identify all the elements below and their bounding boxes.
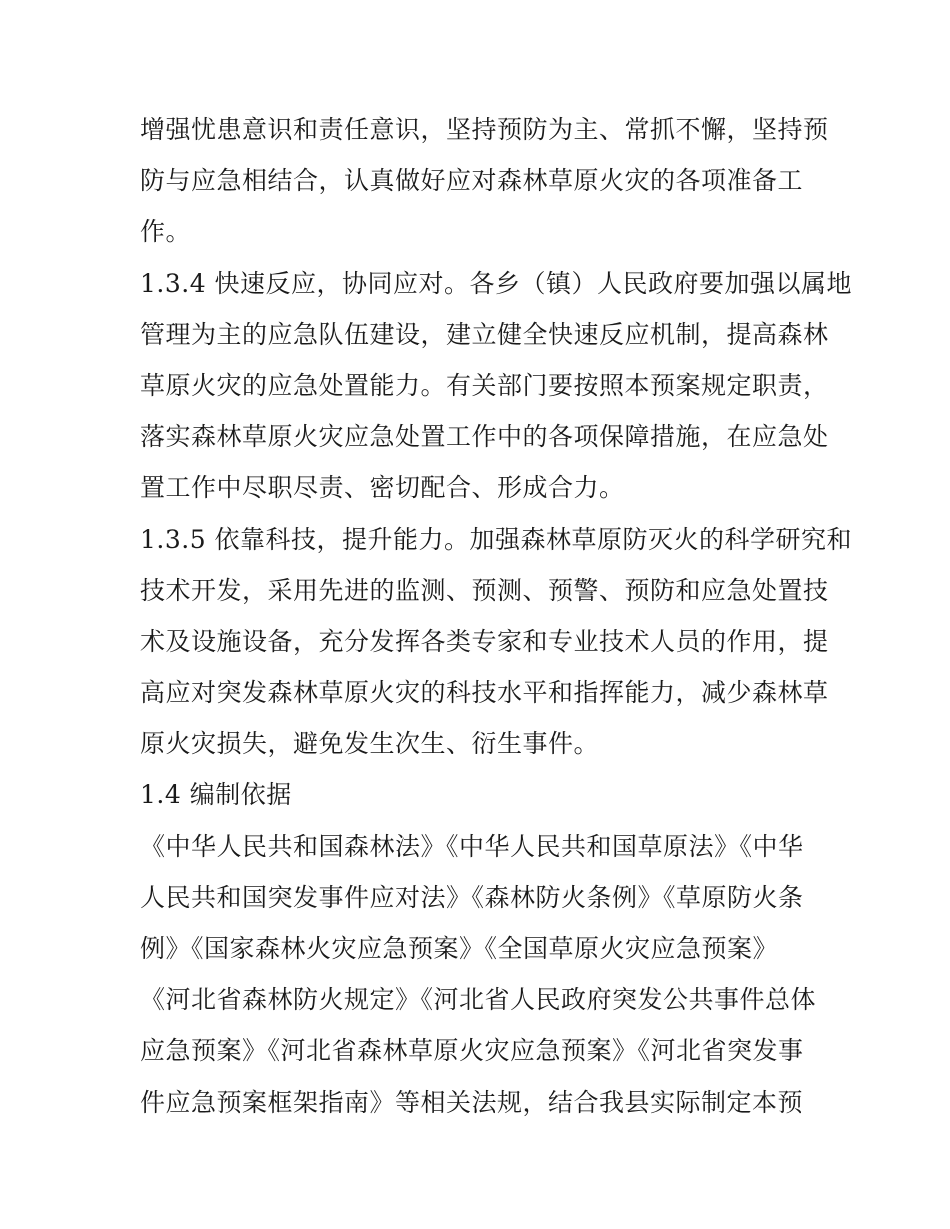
text-line: 例》《国家森林火灾应急预案》《全国草原火灾应急预案》 <box>140 934 779 963</box>
document-body <box>140 104 853 1128</box>
text-line: 技术开发，采用先进的监测、预测、预警、预防和应急处置技 <box>140 575 829 605</box>
text-line: 管理为主的应急队伍建设，建立健全快速反应机制，提高森林 <box>140 319 829 349</box>
section-heading-1-3-5: 1.3.5 依靠科技，提升能力。加强森林草原防灭火的科学研究和 <box>140 524 853 554</box>
text-line: 人民共和国突发事件应对法》《森林防火条例》《草原防火条 <box>140 882 804 912</box>
text-line: 置工作中尽职尽责、密切配合、形成合力。 <box>140 473 625 503</box>
text-line: 术及设施设备，充分发挥各类专家和专业技术人员的作用，提 <box>140 626 829 656</box>
text-line: 高应对突发森林草原火灾的科技水平和指挥能力，减少森林草 <box>140 678 829 708</box>
text-line: 应急预案》《河北省森林草原火灾应急预案》《河北省突发事 <box>140 1036 804 1066</box>
text-line: 《河北省森林防火规定》《河北省人民政府突发公共事件总体 <box>140 985 817 1015</box>
text-line: 作。 <box>140 217 192 247</box>
text-line: 件应急预案框架指南》等相关法规，结合我县实际制定本预 <box>140 1087 804 1117</box>
text-line: 原火灾损失，避免发生次生、衍生事件。 <box>140 729 600 759</box>
text-line: 《中华人民共和国森林法》《中华人民共和国草原法》《中华 <box>140 831 804 861</box>
section-heading-1-4: 1.4 编制依据 <box>140 780 292 810</box>
text-line: 落实森林草原火灾应急处置工作中的各项保障措施，在应急处 <box>140 422 829 452</box>
text-line: 防与应急相结合，认真做好应对森林草原火灾的各项准备工 <box>140 166 804 196</box>
text-line: 草原火灾的应急处置能力。有关部门要按照本预案规定职责， <box>140 370 829 400</box>
section-heading-1-3-4: 1.3.4 快速反应，协同应对。各乡（镇）人民政府要加强以属地 <box>140 268 853 298</box>
text-line: 增强忧患意识和责任意识，坚持预防为主、常抓不懈，坚持预 <box>140 115 829 144</box>
